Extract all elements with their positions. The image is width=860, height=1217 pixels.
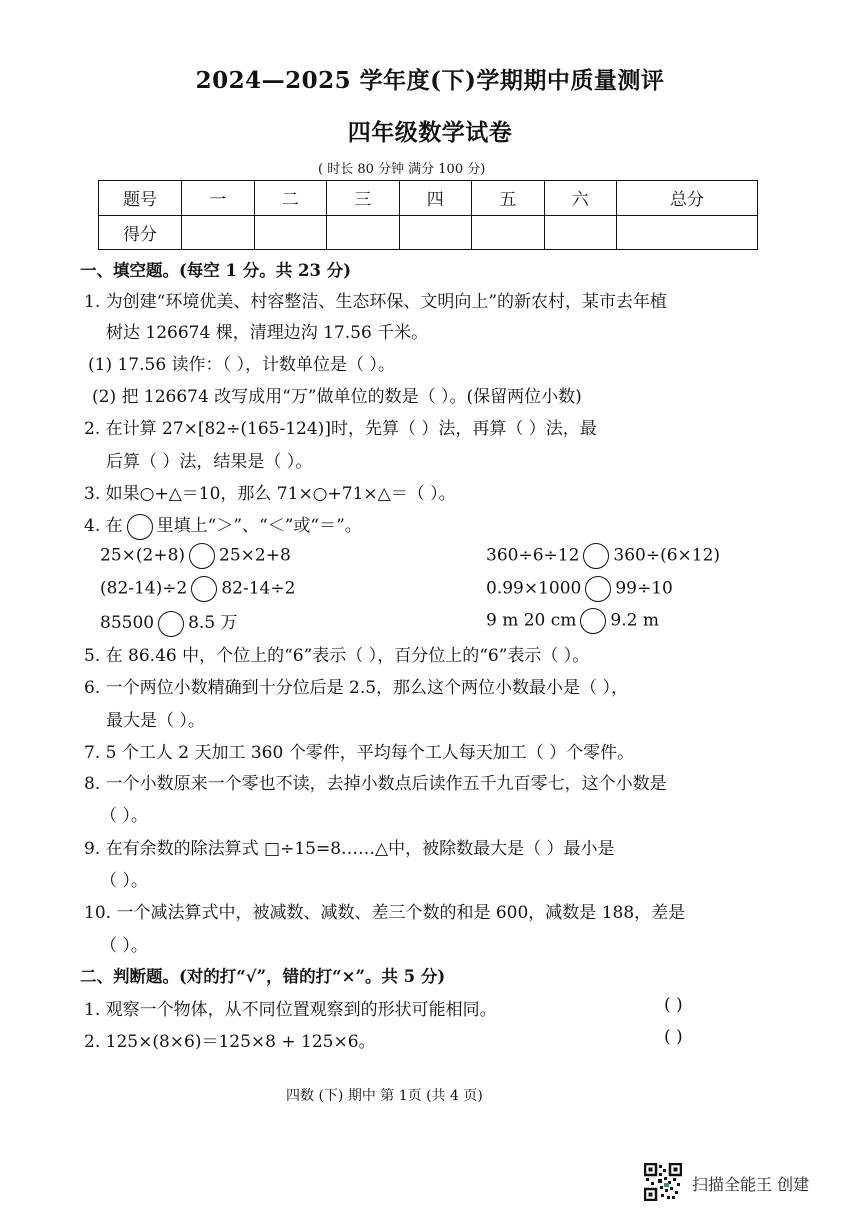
score-table-cell: 六 [544,181,617,216]
score-input-cell[interactable] [327,215,400,250]
q1-sub2: (2) 把 126674 改写成用“万”做单位的数是（ ）。(保留两位小数) [92,387,582,407]
compare-item [100,576,295,602]
compare-left: (82-14)÷2 [100,578,188,599]
q1-line2: 树达 126674 棵，清理边沟 17.56 千米。 [106,323,429,343]
judge-bracket[interactable]: ( ) [664,995,683,1015]
score-table-score-row [99,215,758,250]
compare-right: 360÷(6×12) [613,545,721,566]
section2-title: 二、判断题。(对的打“√”，错的打“×”。共 5 分) [80,967,446,986]
compare-right: 25×2+8 [219,545,291,566]
compare-circle[interactable] [189,543,215,569]
q7: 7. 5 个工人 2 天加工 360 个零件，平均每个工人每天加工（ ）个零件。 [84,743,635,763]
score-table-cell: 三 [327,181,400,216]
q5: 5. 在 86.46 中，个位上的“6”表示（ ），百分位上的“6”表示（ ）。 [84,646,590,666]
compare-right: 82-14÷2 [221,578,296,599]
q9-line1: 9. 在有余数的除法算式 □÷15=8……△中，被除数最大是（ ）最小是 [84,839,615,859]
q4-suffix: 里填上“＞”、“＜”或“＝”。 [156,516,362,536]
exam-subtitle: 四年级数学试卷 [347,119,513,146]
compare-item [486,543,720,569]
q6-line2: 最大是（ ）。 [106,711,205,731]
compare-circle[interactable] [583,543,609,569]
compare-item [100,543,291,569]
score-table-cell: 题号 [99,181,182,216]
judge-item-1: 1. 观察一个物体，从不同位置观察到的形状可能相同。 [84,1000,497,1020]
judge-bracket[interactable]: ( ) [664,1027,683,1047]
score-input-cell[interactable] [399,215,472,250]
score-input-cell[interactable] [254,215,327,250]
score-table-cell: 总分 [617,181,758,216]
compare-left: 25×(2+8) [100,545,186,566]
score-input-cell[interactable] [544,215,617,250]
compare-item [100,608,238,637]
compare-right: 8.5 万 [188,613,238,633]
compare-right: 9.2 m [610,610,659,631]
compare-circle[interactable] [191,576,217,602]
judge-item-2: 2. 125×(8×6)＝125×8 + 125×6。 [84,1032,376,1052]
q9-line2: （ ）。 [100,871,148,891]
q10-line2: （ ）。 [100,936,148,956]
compare-right: 99÷10 [615,578,673,599]
q6-line1: 6. 一个两位小数精确到十分位后是 2.5，那么这个两位小数最小是（ ）， [84,678,628,698]
score-input-cell[interactable] [617,215,758,250]
exam-title: 2024—2025 学年度(下)学期期中质量测评 [195,67,665,94]
score-input-cell[interactable] [182,215,255,250]
compare-left: 85500 [100,613,155,633]
compare-circle[interactable] [580,608,606,634]
q10-line1: 10. 一个减法算式中，被减数、减数、差三个数的和是 600，减数是 188，差是 [84,903,686,923]
page-footer: 四数 (下) 期中 第 1页 (共 4 页) [286,1088,483,1104]
score-table-cell: 一 [182,181,255,216]
score-table-cell: 四 [399,181,472,216]
circle-blank-icon [127,514,153,540]
score-table-cell: 二 [254,181,327,216]
compare-item [486,576,673,602]
q2-line2: 后算（ ）法，结果是（ ）。 [106,452,313,472]
scanner-brand: 扫描全能王 创建 [692,1175,810,1194]
compare-left: 9 m 20 cm [486,610,577,631]
score-row-label: 得分 [99,215,182,250]
compare-item [486,608,659,634]
score-table-header-row [99,181,758,216]
score-input-cell[interactable] [472,215,545,250]
compare-circle[interactable] [158,611,184,637]
compare-left: 360÷6÷12 [486,545,580,566]
exam-meta: ( 时长 80 分钟 满分 100 分) [318,162,486,177]
q2-line1: 2. 在计算 27×[82÷(165-124)]时，先算（ ）法，再算（ ）法，最 [84,419,597,439]
q8-line2: （ ）。 [100,806,148,826]
qr-code-icon [644,1163,682,1201]
q8-line1: 8. 一个小数原来一个零也不读，去掉小数点后读作五千九百零七，这个小数是 [84,774,667,794]
q1-sub1: (1) 17.56 读作：（ ），计数单位是（ ）。 [88,355,395,375]
q1-line1: 1. 为创建“环境优美、村容整洁、生态环保、文明向上”的新农村，某市去年植 [84,292,668,312]
q4-prefix: 4. 在 [84,516,123,536]
section1-title: 一、填空题。(每空 1 分。共 23 分) [80,261,352,280]
compare-circle[interactable] [585,576,611,602]
score-table-cell: 五 [472,181,545,216]
q4-instruction [84,511,362,540]
q3: 3. 如果○+△＝10，那么 71×○+71×△＝（ ）。 [84,484,456,504]
score-table [98,180,758,250]
compare-left: 0.99×1000 [486,578,582,599]
